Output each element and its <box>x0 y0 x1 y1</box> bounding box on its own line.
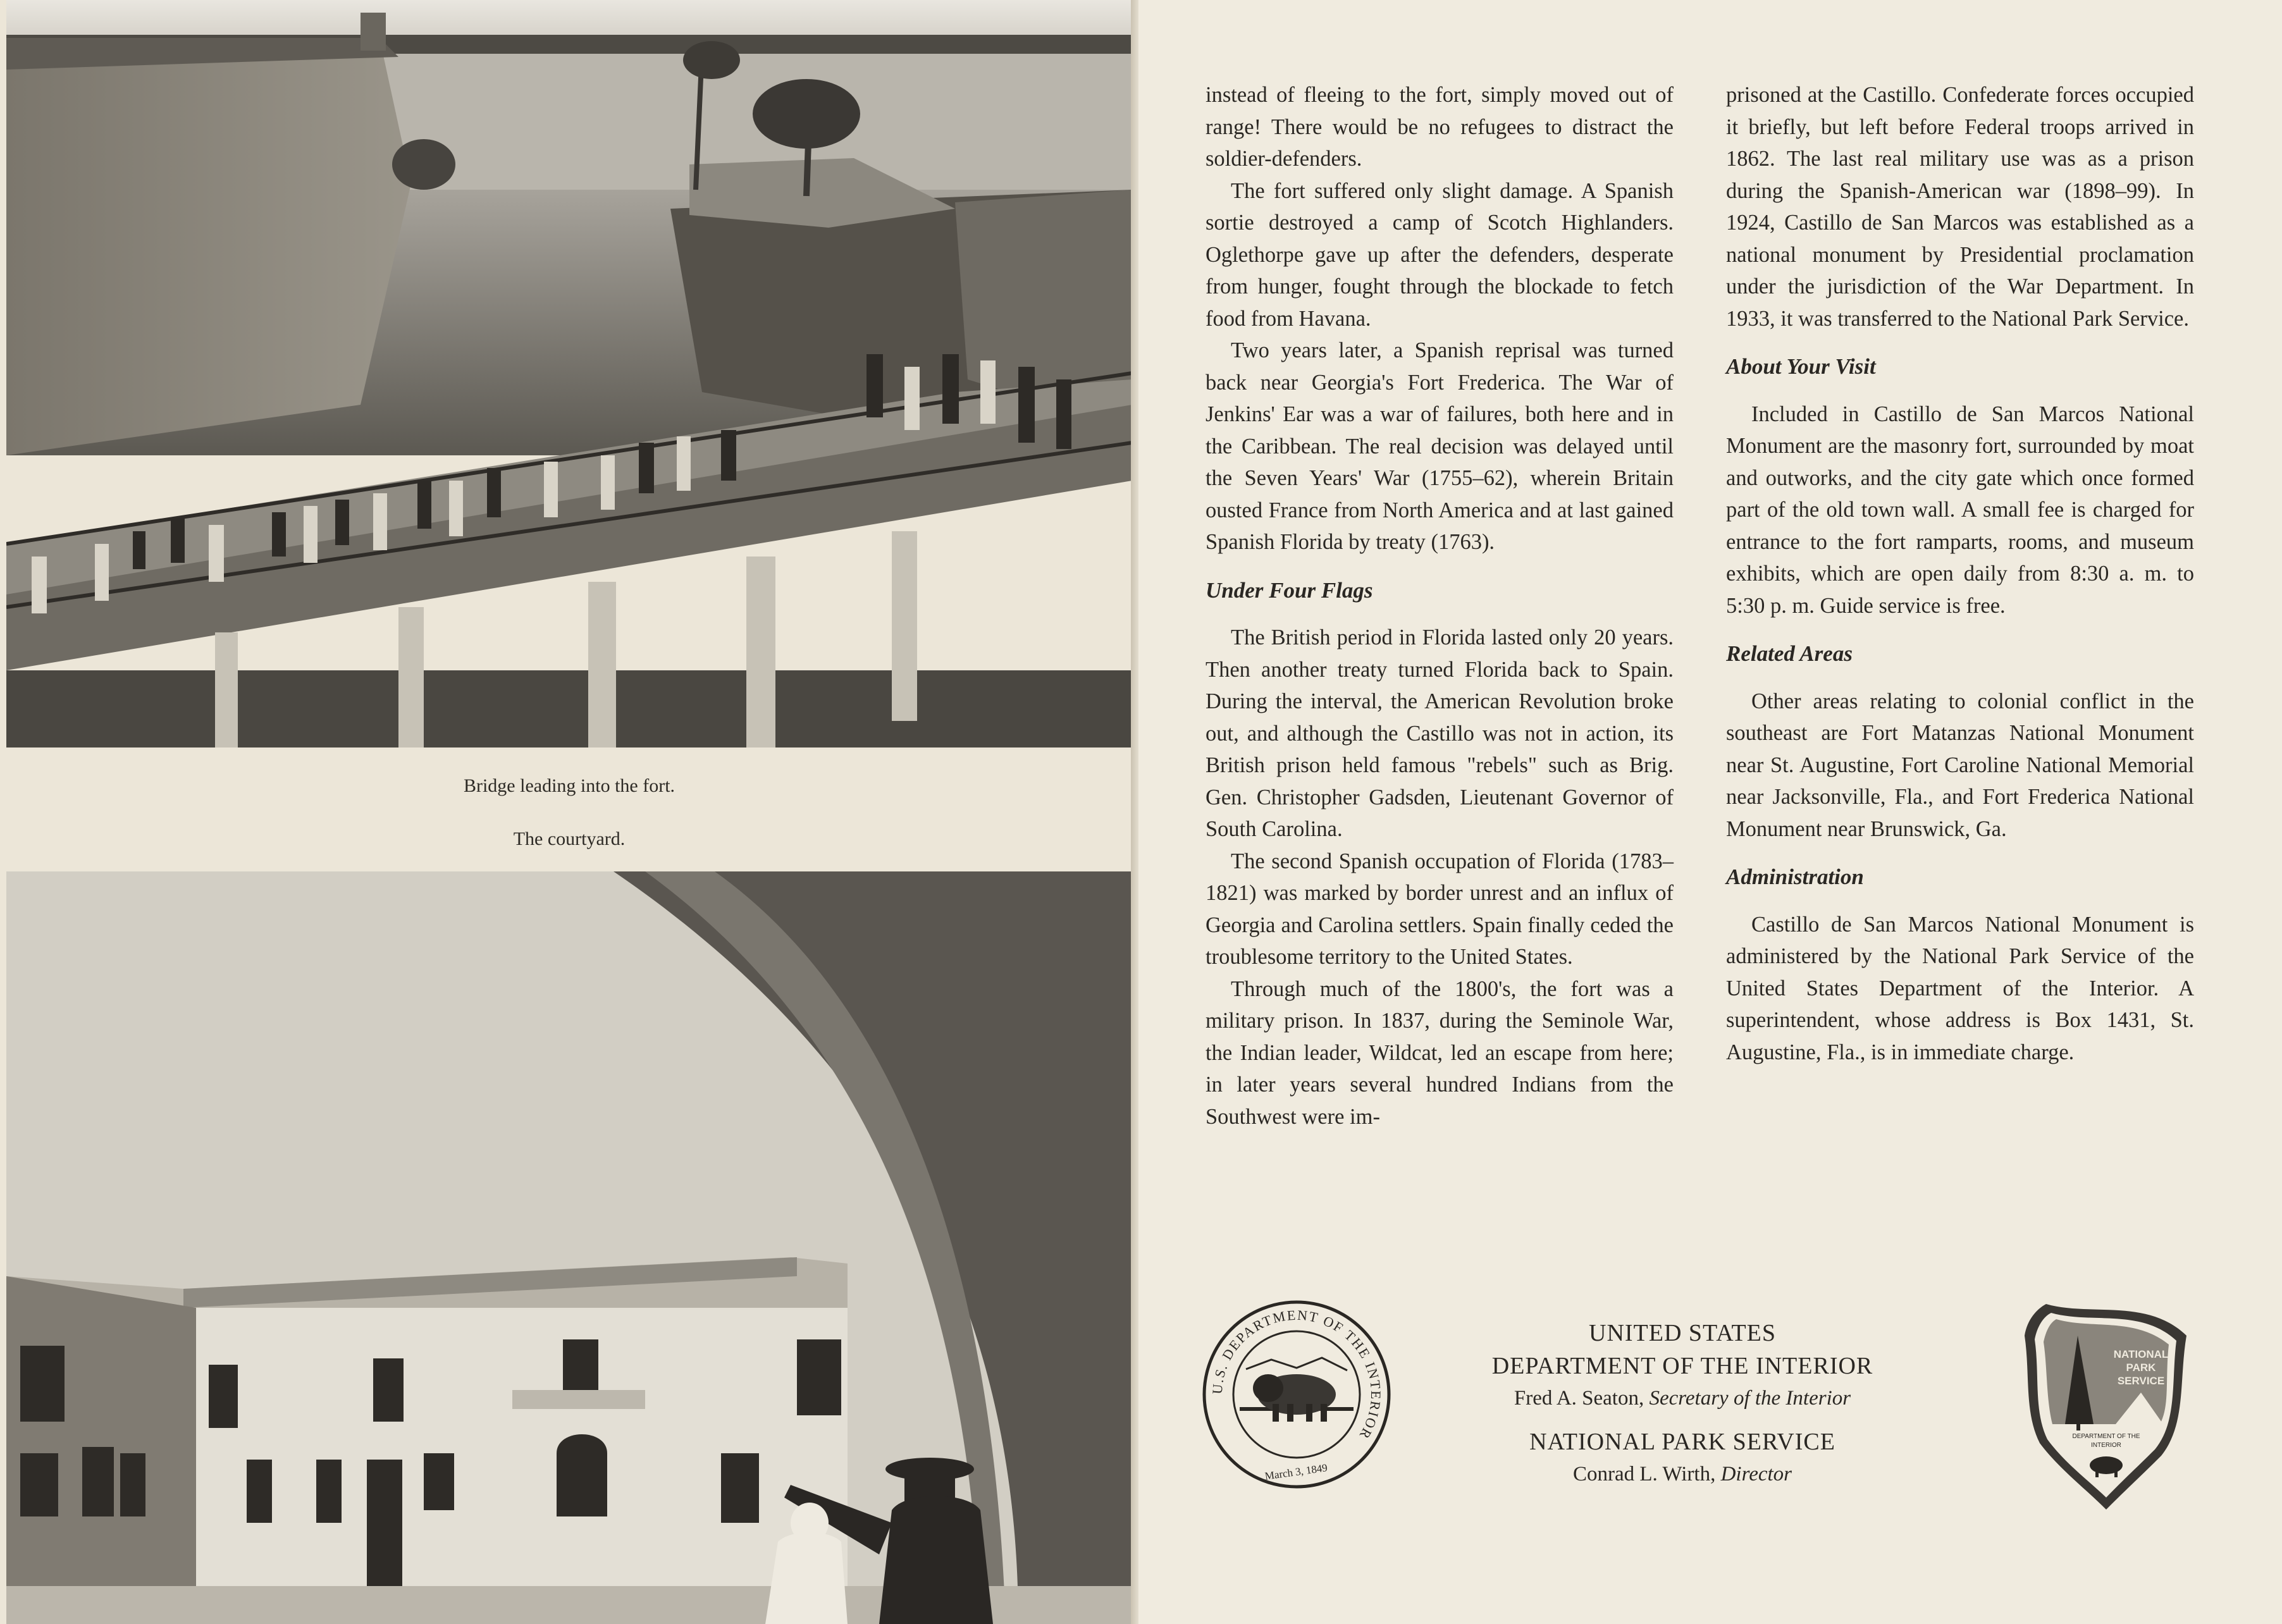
secretary-title: Secretary of the Interior <box>1649 1387 1851 1410</box>
footer-line-secretary <box>1442 1382 1923 1414</box>
nps-logo-service: SERVICE <box>2117 1375 2165 1387</box>
footer-line-nps: NATIONAL PARK SERVICE <box>1529 1429 1835 1455</box>
text-column-2 <box>1726 79 2194 1068</box>
paragraph: The fort suffered only slight damage. A Spanish sortie destroyed a camp of Scotch Highlanders. Oglethorpe gave up after the defenders, desperate from hunger, fought through the blockade to fetch food from Havana. <box>1206 178 1674 331</box>
paragraph: Through much of the 1800's, the fort was a military prison. In 1837, during the Seminole War, the Indian leader, Wildcat, led an escape from here; in later years several hundred Indians from the Southwest were im- <box>1206 976 1674 1129</box>
seal-ring-text: U.S. DEPARTMENT OF THE INTERIOR <box>1209 1307 1385 1443</box>
bridge-photo <box>6 0 1132 747</box>
paragraph: The second Spanish occupation of Florida (1783–1821) was marked by border unrest and an influx of Georgia and Carolina settlers. Spain finally ceded the troublesome territory to the United States. <box>1206 849 1674 969</box>
director-name: Conrad L. Wirth, <box>1572 1463 1716 1486</box>
interior-seal-icon <box>1202 1300 1391 1489</box>
footer-credits <box>1442 1317 1923 1490</box>
footer-line-us: UNITED STATES <box>1589 1320 1776 1346</box>
footer-line-director <box>1442 1458 1923 1490</box>
nps-logo-department: DEPARTMENT OF THE <box>2072 1433 2140 1440</box>
caption-courtyard: The courtyard. <box>513 828 626 849</box>
paragraph: The British period in Florida lasted only 20 years. Then another treaty turned Florida back to Spain. During the interval, the American Revolution broke out, and although the Castillo was not in action, its British prison held famous "rebels" such as Brig. Gen. Christopher Gadsden, Lieutenant Governor of South Carolina. <box>1206 625 1674 841</box>
text-column-1 <box>1206 79 1674 1133</box>
footer-line-department: DEPARTMENT OF THE INTERIOR <box>1491 1353 1873 1379</box>
paragraph: Castillo de San Marcos National Monument is administered by the National Park Service of the United States Department of the Interior. A superintendent, whose address is Box 1431, St. Augustine, Fla., is in immediate charge. <box>1726 912 2194 1064</box>
caption-bridge: Bridge leading into the fort. <box>463 775 675 796</box>
seal-date: March 3, 1849 <box>1264 1461 1328 1482</box>
heading-related-areas: Related Areas <box>1726 641 1853 666</box>
nps-logo-park: PARK <box>2126 1362 2156 1374</box>
paragraph: Two years later, a Spanish reprisal was turned back near Georgia's Fort Frederica. The War of Jenkins' Ear was a war of failures, both here and in the Caribbean. The real decision was delayed until the Seven Years' War (1755–62), wherein Britain ousted France from North America and at last gained Spanish Florida by treaty (1763). <box>1206 338 1674 554</box>
paragraph: Other areas relating to colonial conflict in the southeast are Fort Matanzas National Monument near St. Augustine, Fort Caroline National Memorial near Jacksonville, Fla., and Fort Frederica National Monument near Brunswick, Ga. <box>1726 689 2194 841</box>
courtyard-photo <box>6 871 1132 1624</box>
paragraph: instead of fleeing to the fort, simply moved out of range! There would be no refugees to distract the soldier-defenders. <box>1206 83 1674 171</box>
left-page <box>0 0 1138 1624</box>
nps-logo-interior: INTERIOR <box>2091 1442 2121 1449</box>
paragraph: Included in Castillo de San Marcos National Monument are the masonry fort, surrounded by moat and outworks, and the city gate which once formed part of the old town wall. A small fee is charged for entrance to the fort ramparts, rooms, and museum exhibits, which are open daily from 8:30 a. m. to 5:30 p. m. Guide service is free. <box>1726 402 2194 618</box>
secretary-name: Fred A. Seaton, <box>1514 1387 1644 1410</box>
heading-about-your-visit: About Your Visit <box>1726 354 1876 379</box>
director-title: Director <box>1720 1463 1792 1486</box>
nps-arrowhead-icon <box>2021 1298 2192 1513</box>
paragraph: prisoned at the Castillo. Confederate forces occupied it briefly, but left before Federal troops arrived in 1862. The last real military use was as a prison during the Spanish-American war (1898–99). In 1924, Castillo de San Marcos was established as a national monument by Presidential proclamation under the jurisdiction of the War Department. In 1933, it was transferred to the National Park Service. <box>1726 83 2194 331</box>
heading-under-four-flags: Under Four Flags <box>1206 577 1373 603</box>
nps-logo-national: NATIONAL <box>2113 1348 2169 1360</box>
heading-administration: Administration <box>1726 864 1864 889</box>
